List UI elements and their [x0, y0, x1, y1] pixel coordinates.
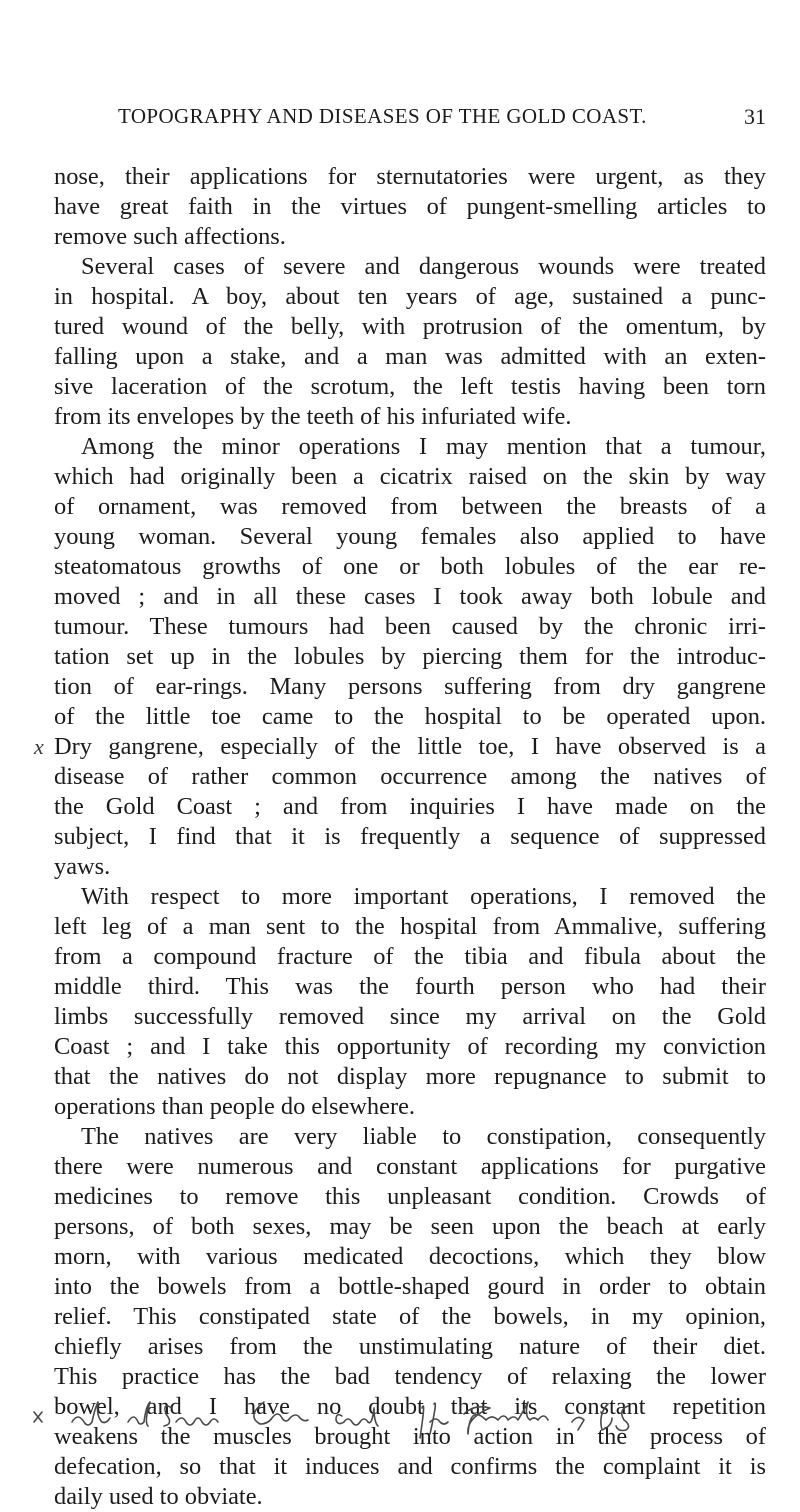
text-line: sive laceration of the scrotum, the left testis having been torn: [54, 373, 766, 400]
text-line: falling upon a stake, and a man was admitted with an exten-: [54, 343, 766, 370]
text-line: steatomatous growths of one or both lobules of the ear re-: [54, 553, 766, 580]
text-line: tumour. These tumours had been caused by the chronic irri-: [54, 613, 766, 640]
text-line: limbs successfully removed since my arrival on the Gold: [54, 1003, 766, 1030]
text-line: there were numerous and constant applications for purgative: [54, 1153, 766, 1180]
body-text: [34, 162, 766, 1512]
text-line: of ornament, was removed from between the breasts of a: [54, 493, 766, 520]
text-line: defecation, so that it induces and confirms the complaint it is: [54, 1453, 766, 1480]
text-line: With respect to more important operations, I removed the: [81, 883, 766, 910]
text-line: Several cases of severe and dangerous wounds were treated: [81, 253, 766, 280]
text-line: nose, their applications for sternutatories were urgent, as they: [54, 163, 766, 190]
text-line: tured wound of the belly, with protrusion of the omentum, by: [54, 313, 766, 340]
running-head: [118, 104, 766, 144]
text-line: relief. This constipated state of the bowels, in my opinion,: [54, 1303, 766, 1330]
text-line: daily used to obviate.: [54, 1483, 263, 1510]
text-line: in hospital. A boy, about ten years of age, sustained a punc-: [54, 283, 766, 310]
text-line: morn, with various medicated decoctions, which they blow: [54, 1243, 766, 1270]
text-line-content: Dry gangrene, especially of the little toe, I have observed is a: [54, 733, 766, 760]
text-line: remove such affections.: [54, 223, 286, 250]
text-line: moved ; and in all these cases I took away both lobule and: [54, 583, 766, 610]
text-line: chiefly arises from the unstimulating nature of their diet.: [54, 1333, 766, 1360]
text-line: into the bowels from a bottle-shaped gourd in order to obtain: [54, 1273, 766, 1300]
text-line: from its envelopes by the teeth of his infuriated wife.: [54, 403, 572, 430]
text-line: left leg of a man sent to the hospital from Ammalive, suffering: [54, 913, 766, 940]
text-line: persons, of both sexes, may be seen upon the beach at early: [54, 1213, 766, 1240]
text-line: This practice has the bad tendency of relaxing the lower: [54, 1363, 766, 1390]
text-line: tation set up in the lobules by piercing them for the introduc-: [54, 643, 766, 670]
text-line: bowel, and I have no doubt that its constant repetition: [54, 1393, 766, 1420]
text-line: disease of rather common occurrence among the natives of: [54, 763, 766, 790]
margin-mark: x: [34, 734, 44, 759]
text-line: middle third. This was the fourth person who had their: [54, 973, 766, 1000]
handwritten-annotation: [32, 1400, 788, 1442]
page-number: 31: [744, 104, 766, 129]
text-line: have great faith in the virtues of pungent-smelling articles to: [54, 193, 766, 220]
text-line: that the natives do not display more repugnance to submit to: [54, 1063, 766, 1090]
text-line: weakens the muscles brought into action in the process of: [54, 1423, 766, 1450]
text-line: operations than people do elsewhere.: [54, 1093, 415, 1120]
text-line: the Gold Coast ; and from inquiries I have made on the: [54, 793, 766, 820]
text-line: young woman. Several young females also applied to have: [54, 523, 766, 550]
text-line: tion of ear-rings. Many persons suffering from dry gangrene: [54, 673, 766, 700]
text-line: which had originally been a cicatrix raised on the skin by way: [54, 463, 766, 490]
text-line: [34, 732, 766, 762]
text-line: of the little toe came to the hospital to be operated upon.: [54, 703, 766, 730]
text-line: from a compound fracture of the tibia and fibula about the: [54, 943, 766, 970]
text-line: medicines to remove this unpleasant condition. Crowds of: [54, 1183, 766, 1210]
text-line: subject, I find that it is frequently a sequence of suppressed: [54, 823, 766, 850]
text-line: yaws.: [54, 853, 111, 880]
running-title: TOPOGRAPHY AND DISEASES OF THE GOLD COAST.: [118, 104, 647, 128]
text-line: Among the minor operations I may mention that a tumour,: [81, 433, 766, 460]
text-line: Coast ; and I take this opportunity of recording my conviction: [54, 1033, 766, 1060]
text-line: The natives are very liable to constipation, consequently: [81, 1123, 766, 1150]
handwriting-scribble-graphic: [32, 1400, 788, 1442]
